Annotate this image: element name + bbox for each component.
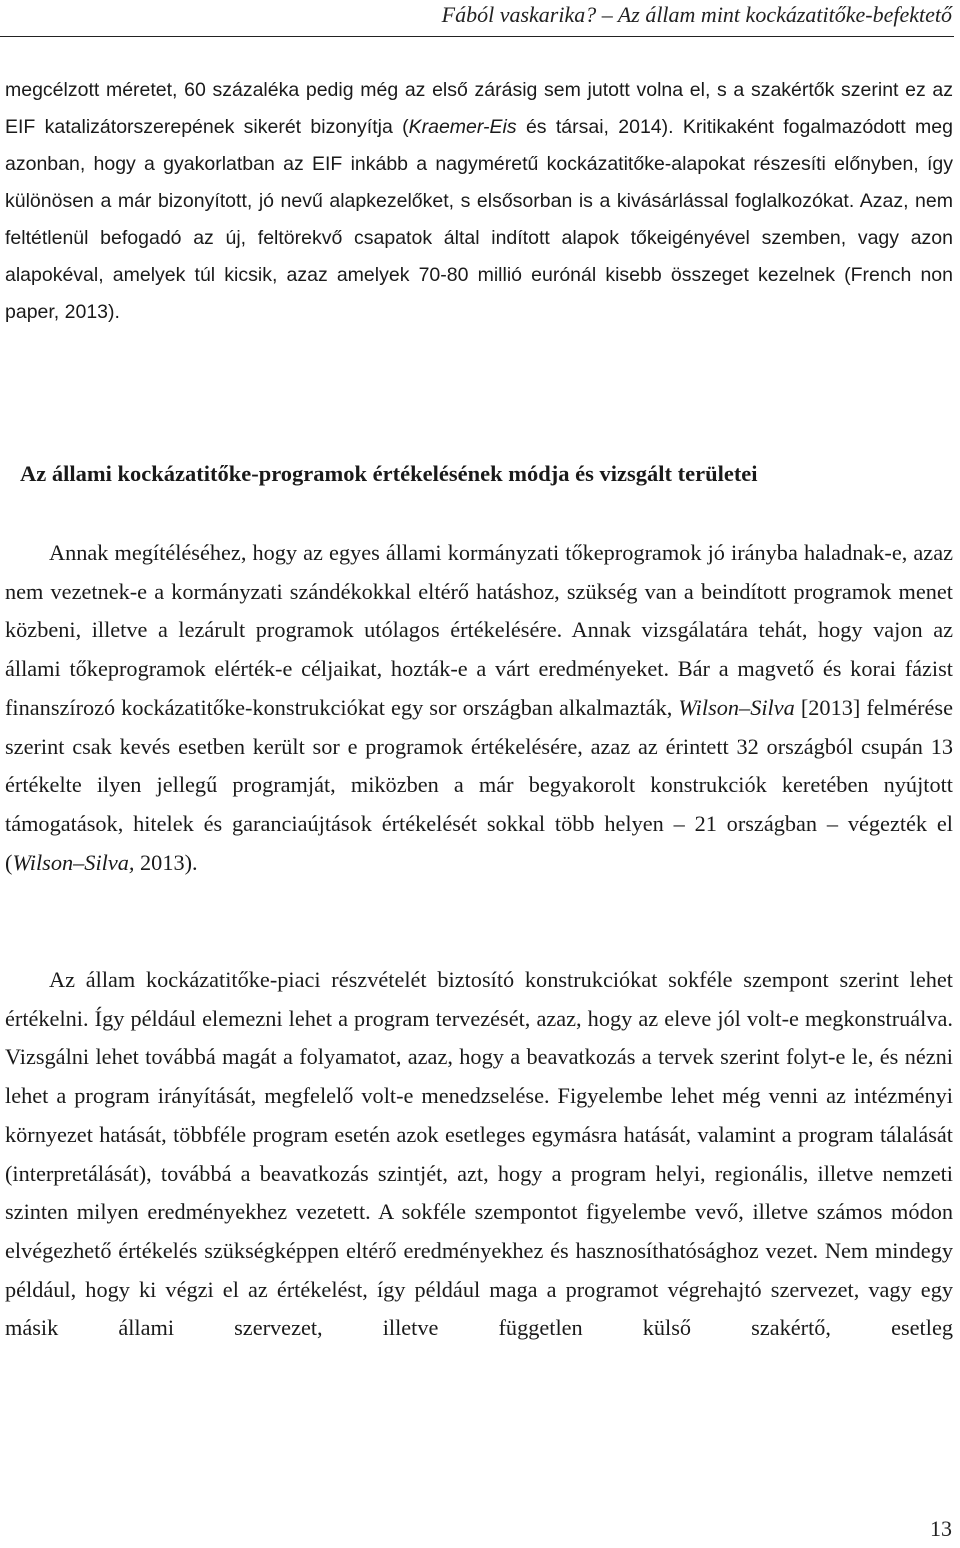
- page-number: 13: [930, 1516, 952, 1541]
- running-header: [0, 0, 954, 37]
- paragraph-1-text-a: megcélzott méretet, 60 százaléka pedig még az első zárásig sem jutott volna el, s a szakértők szerint ez az EIF katalizátorszerepének sikerét bizonyítja (: [5, 79, 953, 138]
- citation-wilson-silva: Wilson–Silva: [678, 694, 795, 720]
- citation-wilson-silva-2: Wilson–Silva,: [12, 849, 135, 875]
- paragraph-1: [5, 72, 953, 331]
- running-title: Fából vaskarika? – Az állam mint kockázatitőke-befektető: [441, 2, 952, 27]
- section-heading: Az állami kockázatitőke-programok értékelésének módja és vizsgált területei: [20, 461, 758, 486]
- paragraph-2-text-c: 2013).: [134, 849, 198, 875]
- paragraph-1-text-b: és társai, 2014). Kritikaként fogalmazódott meg azonban, hogy a gyakorlatban az EIF inkább a nagyméretű kockázatitőke-alapokat részesíti előnyben, így különösen a már bizonyított, jó nevű alapkezelőket, s elsősorban is a kivásárlással foglalkozókat. Azaz, nem feltétlenül befogadó az új, feltörekvő csapatok által indított alapok tőkeigényével szemben, vagy azon alapokéval, amelyek túl kicsik, azaz amelyek 70-80 millió eurónál kisebb összeget kezelnek (French non paper, 2013).: [5, 116, 953, 323]
- paragraph-2-text-b: [2013] felmérése szerint csak kevés esetben került sor e programok értékelésére, azaz az érintett 32 országból csupán 13 értékelte ilyen jellegű programját, miközben a már begyakorolt konstrukciók keretében nyújtott támogatások, hitelek és garanciaújtások értékelését sokkal több helyen – 21 országban – végezték el (: [5, 694, 953, 875]
- paragraph-2: [5, 534, 953, 882]
- paragraph-2-text-a: Annak megítéléséhez, hogy az egyes állami kormányzati tőkeprogramok jó irányba haladnak-e, azaz nem vezetnek-e a kormányzati szándékokkal eltérő hatáshoz, szükség van a beindított programok menet közbeni, illetve a lezárult programok utólagos értékelésére. Annak vizsgálatára tehát, hogy vajon az állami tőkeprogramok elérték-e céljaikat, hozták-e a várt eredményeket. Bár a magvető és korai fázist finanszírozó kockázatitőke-konstrukciókat egy sor országban alkalmazták,: [5, 540, 953, 720]
- paragraph-3-text: Az állam kockázatitőke-piaci részvételét biztosító konstrukciókat sokféle szempont szerint lehet értékelni. Így például elemezni lehet a program tervezését, azaz, hogy az eleve jól volt-e megkonstruálva. Vizsgálni lehet továbbá magát a folyamatot, azaz, hogy a beavatkozás a tervek szerint folyt-e le, és nézni lehet a program irányítását, megfelelő volt-e menedzselése. Figyelembe lehet még venni az intézményi környezet hatását, többféle program esetén azok esetleges egymásra hatását, valamint a program tálalását (interpretálását), továbbá a beavatkozás szintjét, azt, hogy a program helyi, regionális, illetve nemzeti szinten milyen eredményekhez vezetett. A sokféle szempontot figyelembe vevő, illetve számos módon elvégezhető értékelés szükségképpen eltérő eredményekhez és hasznosíthatósághoz vezet. Nem mindegy például, hogy ki végzi el az értékelést, így például maga a programot végrehajtó szervezet, vagy egy másik állami szervezet, illetve független külső szakértő, esetleg: [5, 967, 953, 1341]
- citation-kraemer-eis: Kraemer-Eis: [408, 116, 517, 138]
- paragraph-3: [5, 961, 953, 1348]
